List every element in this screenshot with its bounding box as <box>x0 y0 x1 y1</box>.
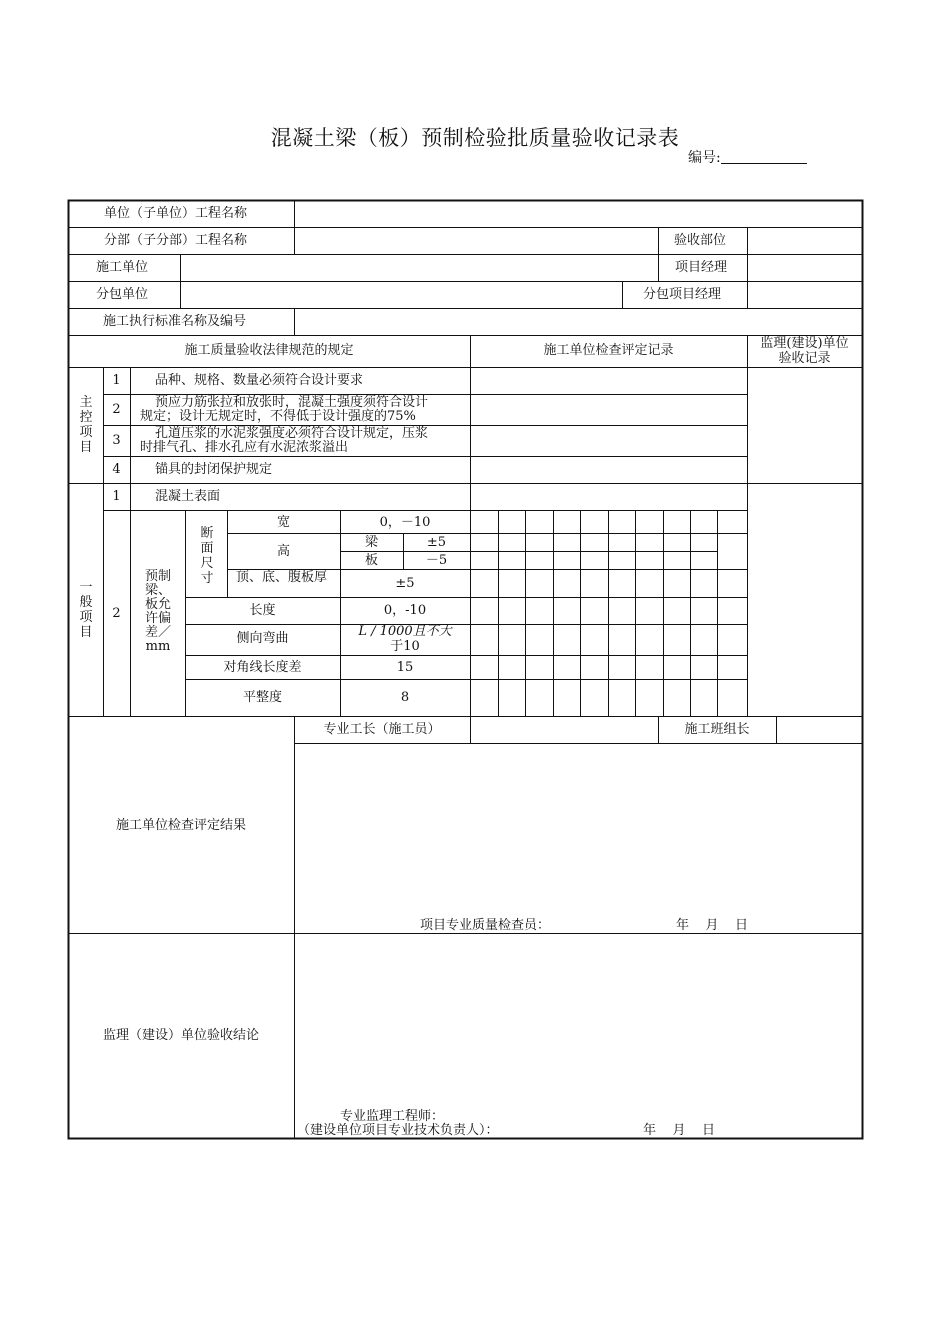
main-item-1-number: 1 <box>112 373 121 388</box>
section-size-label: 断面尺寸 <box>200 526 214 586</box>
main-item-4-number: 4 <box>112 462 121 477</box>
main-item-2-line1: 预应力筋张拉和放张时，混凝土强度须符合设计 <box>155 395 429 410</box>
row-bend-tolerance-line2: 于10 <box>390 639 420 654</box>
main-item-3-line1: 孔道压浆的水泥浆强度必须符合设计规定，压浆 <box>155 426 429 441</box>
general-item-1-text: 混凝土表面 <box>155 489 221 504</box>
label-technical-lead: （建设单位项目专业技术负责人）： <box>297 1123 499 1138</box>
label-acceptance-part: 验收部位 <box>674 233 727 248</box>
label-contractor-result: 施工单位检查评定结果 <box>115 818 246 833</box>
label-unit-project-name: 单位（子单位）工程名称 <box>104 206 248 221</box>
label-subcontract-unit: 分包单位 <box>96 287 149 302</box>
row-height-name: 高 <box>276 544 290 559</box>
row-diagonal-name: 对角线长度差 <box>223 660 302 675</box>
general-item-2-number: 2 <box>112 606 121 621</box>
row-length-name: 长度 <box>249 603 276 618</box>
general-group-label: 一般项目 <box>79 580 93 640</box>
row-width-name: 宽 <box>276 515 290 530</box>
column-regulation: 施工质量验收法律规范的规定 <box>184 343 354 358</box>
row-length-tolerance: 0，-10 <box>383 603 427 618</box>
label-subcontract-manager: 分包项目经理 <box>643 287 722 302</box>
row-height-beam-tolerance: ±5 <box>426 535 447 550</box>
main-item-3-number: 3 <box>112 433 121 448</box>
column-supervisor-record-line1: 监理(建设)单位 <box>760 336 849 351</box>
main-item-4-text: 锚具的封闭保护规定 <box>155 462 273 477</box>
row-web-name: 顶、底、腹板厚 <box>236 570 328 585</box>
contractor-date: 年 月 日 <box>676 918 749 933</box>
main-item-1-text: 品种、规格、数量必须符合设计要求 <box>155 373 364 388</box>
main-item-3-line2: 时排气孔、排水孔应有水泥浓浆溢出 <box>140 440 349 455</box>
main-item-2-line2: 规定；设计无规定时，不得低于设计强度的75% <box>140 409 416 424</box>
row-flatness-tolerance: 8 <box>400 690 410 705</box>
row-bend-tolerance-line1: L / 1000且不大 <box>358 624 452 639</box>
page-title: 混凝土梁（板）预制检验批质量验收记录表 <box>270 126 680 150</box>
general-item-1-number: 1 <box>112 489 121 504</box>
row-flatness-name: 平整度 <box>242 690 282 705</box>
supervisor-date: 年 月 日 <box>643 1123 716 1138</box>
row-bend-name: 侧向弯曲 <box>236 631 289 646</box>
label-project-manager: 项目经理 <box>675 260 728 275</box>
label-quality-inspector: 项目专业质量检查员： <box>420 918 551 933</box>
label-team-leader: 施工班组长 <box>684 722 750 737</box>
row-height-slab-tolerance: －5 <box>425 553 448 568</box>
column-contractor-record: 施工单位检查评定记录 <box>543 343 674 358</box>
label-division-project-name: 分部（子分部）工程名称 <box>104 233 248 248</box>
row-height-slab: 板 <box>364 553 378 568</box>
label-supervising-engineer: 专业监理工程师： <box>340 1109 445 1124</box>
label-construction-unit: 施工单位 <box>96 260 149 275</box>
label-standard-name: 施工执行标准名称及编号 <box>103 314 247 329</box>
main-control-group-label: 主控项目 <box>79 395 93 455</box>
label-supervisor-conclusion: 监理（建设）单位验收结论 <box>102 1028 259 1043</box>
row-width-tolerance: 0，－10 <box>379 515 431 530</box>
row-height-beam: 梁 <box>364 535 378 550</box>
main-item-2-number: 2 <box>112 402 121 417</box>
row-diagonal-tolerance: 15 <box>396 660 414 675</box>
label-foreman: 专业工长（施工员） <box>323 722 441 737</box>
row-web-tolerance: ±5 <box>395 576 415 591</box>
general-item-2-label: 预制梁、板允许偏差／mm <box>144 569 171 654</box>
column-supervisor-record-line2: 验收记录 <box>778 351 831 366</box>
serial-label: 编号: <box>688 150 721 166</box>
